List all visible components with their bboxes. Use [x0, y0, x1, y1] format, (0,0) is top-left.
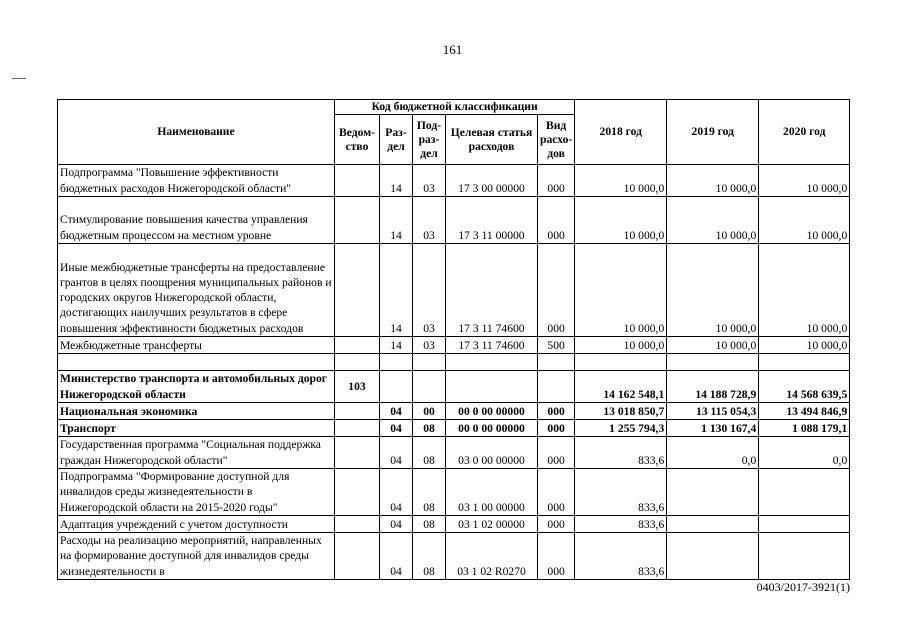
- header-podrazdel: Под-раз-дел: [413, 115, 446, 165]
- cell-vid: 000: [538, 165, 575, 197]
- cell-y2019: 10 000,0: [667, 165, 759, 197]
- cell-name: Государственная программа "Социальная поддержка граждан Нижегородской области": [58, 437, 335, 469]
- cell-y2020: 14 568 639,5: [759, 371, 850, 403]
- cell-vid: 000: [538, 197, 575, 244]
- cell-podrazdel: 00: [413, 403, 446, 420]
- header-vid: Вид расхо-дов: [538, 115, 575, 165]
- cell-y2018: 833,6: [575, 533, 667, 580]
- cell-razdel: 14: [380, 197, 413, 244]
- cell-ved: [335, 337, 380, 354]
- page-number: 161: [442, 42, 463, 57]
- header-2018: 2018 год: [575, 100, 667, 165]
- cell-celevaya: 03 1 02 R0270: [446, 533, 538, 580]
- header-2020: 2020 год: [759, 100, 850, 165]
- cell-y2019: 13 115 054,3: [667, 403, 759, 420]
- header-code-group: Код бюджетной классификации: [335, 100, 575, 115]
- cell-y2020: 13 494 846,9: [759, 403, 850, 420]
- cell-podrazdel: 08: [413, 469, 446, 516]
- table-row: [58, 197, 850, 244]
- cell-razdel: 04: [380, 516, 413, 533]
- cell-name: Национальная экономика: [58, 403, 335, 420]
- cell-name: Межбюджетные трансферты: [58, 337, 335, 354]
- cell-vid: 000: [538, 403, 575, 420]
- cell-vid: 500: [538, 337, 575, 354]
- cell-y2018: 1 255 794,3: [575, 420, 667, 437]
- cell-ved: [335, 244, 380, 337]
- cell-y2020: 0,0: [759, 437, 850, 469]
- cell-razdel: 04: [380, 437, 413, 469]
- cell-celevaya: 17 3 11 00000: [446, 197, 538, 244]
- cell-name: Подпрограмма "Повышение эффективности бюджетных расходов Нижегородской области": [58, 165, 335, 197]
- cell-y2018: 833,6: [575, 469, 667, 516]
- cell-name: Иные межбюджетные трансферты на предоставление грантов в целях поощрения муниципальных районов и городских округов Нижегородской области, достигающих наилучших результатов в сфере повышения эффективности бюджетных расходов: [58, 244, 335, 337]
- cell-ved: [335, 165, 380, 197]
- cell-podrazdel: 03: [413, 337, 446, 354]
- cell-celevaya: [446, 354, 538, 371]
- cell-name: Стимулирование повышения качества управления бюджетным процессом на местном уровне: [58, 197, 335, 244]
- cell-name: Министерство транспорта и автомобильных дорог Нижегородской области: [58, 371, 335, 403]
- table-row: [58, 371, 850, 403]
- cell-vid: [538, 354, 575, 371]
- budget-table: [57, 99, 850, 580]
- cell-y2018: 13 018 850,7: [575, 403, 667, 420]
- cell-podrazdel: 03: [413, 244, 446, 337]
- cell-razdel: [380, 371, 413, 403]
- cell-vid: 000: [538, 420, 575, 437]
- cell-y2020: [759, 533, 850, 580]
- table-row: [58, 420, 850, 437]
- cell-ved: [335, 469, 380, 516]
- header-razdel: Раз-дел: [380, 115, 413, 165]
- cell-y2020: 10 000,0: [759, 197, 850, 244]
- cell-razdel: 04: [380, 469, 413, 516]
- cell-y2018: 833,6: [575, 516, 667, 533]
- cell-ved: [335, 533, 380, 580]
- header-vedomstvo: Ведом-ство: [335, 115, 380, 165]
- cell-vid: 000: [538, 516, 575, 533]
- cell-name: [58, 354, 335, 371]
- table-row: [58, 337, 850, 354]
- cell-razdel: 14: [380, 244, 413, 337]
- cell-podrazdel: [413, 354, 446, 371]
- cell-y2020: 10 000,0: [759, 165, 850, 197]
- cell-ved: 103: [335, 371, 380, 403]
- table-row: [58, 469, 850, 516]
- table-body: [58, 165, 850, 580]
- cell-vid: 000: [538, 244, 575, 337]
- cell-razdel: 04: [380, 533, 413, 580]
- header-name: Наименование: [58, 100, 335, 165]
- cell-celevaya: 03 1 02 00000: [446, 516, 538, 533]
- cell-y2018: [575, 354, 667, 371]
- cell-ved: [335, 197, 380, 244]
- cell-podrazdel: 08: [413, 420, 446, 437]
- cell-y2020: 1 088 179,1: [759, 420, 850, 437]
- cell-ved: [335, 403, 380, 420]
- cell-y2019: 10 000,0: [667, 197, 759, 244]
- table-row: [58, 437, 850, 469]
- cell-y2020: [759, 469, 850, 516]
- header-celevaya: Целевая статья расходов: [446, 115, 538, 165]
- cell-y2019: 10 000,0: [667, 337, 759, 354]
- cell-podrazdel: 03: [413, 197, 446, 244]
- cell-vid: 000: [538, 533, 575, 580]
- table-row: [58, 403, 850, 420]
- header-2019: 2019 год: [667, 100, 759, 165]
- cell-celevaya: 17 3 00 00000: [446, 165, 538, 197]
- cell-ved: [335, 516, 380, 533]
- cell-podrazdel: 08: [413, 437, 446, 469]
- cell-y2020: 10 000,0: [759, 244, 850, 337]
- cell-y2020: [759, 354, 850, 371]
- cell-celevaya: [446, 371, 538, 403]
- cell-celevaya: 17 3 11 74600: [446, 337, 538, 354]
- cell-y2018: 10 000,0: [575, 337, 667, 354]
- cell-podrazdel: [413, 371, 446, 403]
- cell-podrazdel: 08: [413, 533, 446, 580]
- table-row: [58, 354, 850, 371]
- cell-name: Подпрограмма "Формирование доступной для инвалидов среды жизнедеятельности в Нижегородской области на 2015-2020 годы": [58, 469, 335, 516]
- cell-y2019: [667, 516, 759, 533]
- cell-celevaya: 00 0 00 00000: [446, 420, 538, 437]
- cell-y2019: 10 000,0: [667, 244, 759, 337]
- cell-y2020: 10 000,0: [759, 337, 850, 354]
- margin-mark: [12, 78, 26, 79]
- cell-celevaya: 00 0 00 00000: [446, 403, 538, 420]
- cell-vid: 000: [538, 469, 575, 516]
- cell-razdel: 04: [380, 420, 413, 437]
- cell-vid: [538, 371, 575, 403]
- cell-y2018: 833,6: [575, 437, 667, 469]
- cell-y2019: [667, 533, 759, 580]
- cell-ved: [335, 437, 380, 469]
- cell-ved: [335, 420, 380, 437]
- cell-celevaya: 03 0 00 00000: [446, 437, 538, 469]
- cell-y2019: 1 130 167,4: [667, 420, 759, 437]
- cell-y2018: 14 162 548,1: [575, 371, 667, 403]
- cell-razdel: 14: [380, 165, 413, 197]
- table-row: [58, 533, 850, 580]
- table-row: [58, 516, 850, 533]
- cell-razdel: [380, 354, 413, 371]
- cell-podrazdel: 08: [413, 516, 446, 533]
- cell-y2018: 10 000,0: [575, 197, 667, 244]
- cell-celevaya: 17 3 11 74600: [446, 244, 538, 337]
- cell-name: Транспорт: [58, 420, 335, 437]
- cell-y2019: [667, 469, 759, 516]
- cell-y2018: 10 000,0: [575, 244, 667, 337]
- table-row: [58, 165, 850, 197]
- cell-y2019: 0,0: [667, 437, 759, 469]
- cell-razdel: 14: [380, 337, 413, 354]
- cell-y2019: 14 188 728,9: [667, 371, 759, 403]
- cell-vid: 000: [538, 437, 575, 469]
- cell-podrazdel: 03: [413, 165, 446, 197]
- table-row: [58, 244, 850, 337]
- document-code: 0403/2017-3921(1): [756, 580, 850, 594]
- cell-name: Расходы на реализацию мероприятий, направленных на формирование доступной для инвалидов среды жизнедеятельности в: [58, 533, 335, 580]
- cell-razdel: 04: [380, 403, 413, 420]
- cell-ved: [335, 354, 380, 371]
- cell-y2020: [759, 516, 850, 533]
- cell-y2019: [667, 354, 759, 371]
- cell-celevaya: 03 1 00 00000: [446, 469, 538, 516]
- cell-name: Адаптация учреждений с учетом доступности: [58, 516, 335, 533]
- cell-y2018: 10 000,0: [575, 165, 667, 197]
